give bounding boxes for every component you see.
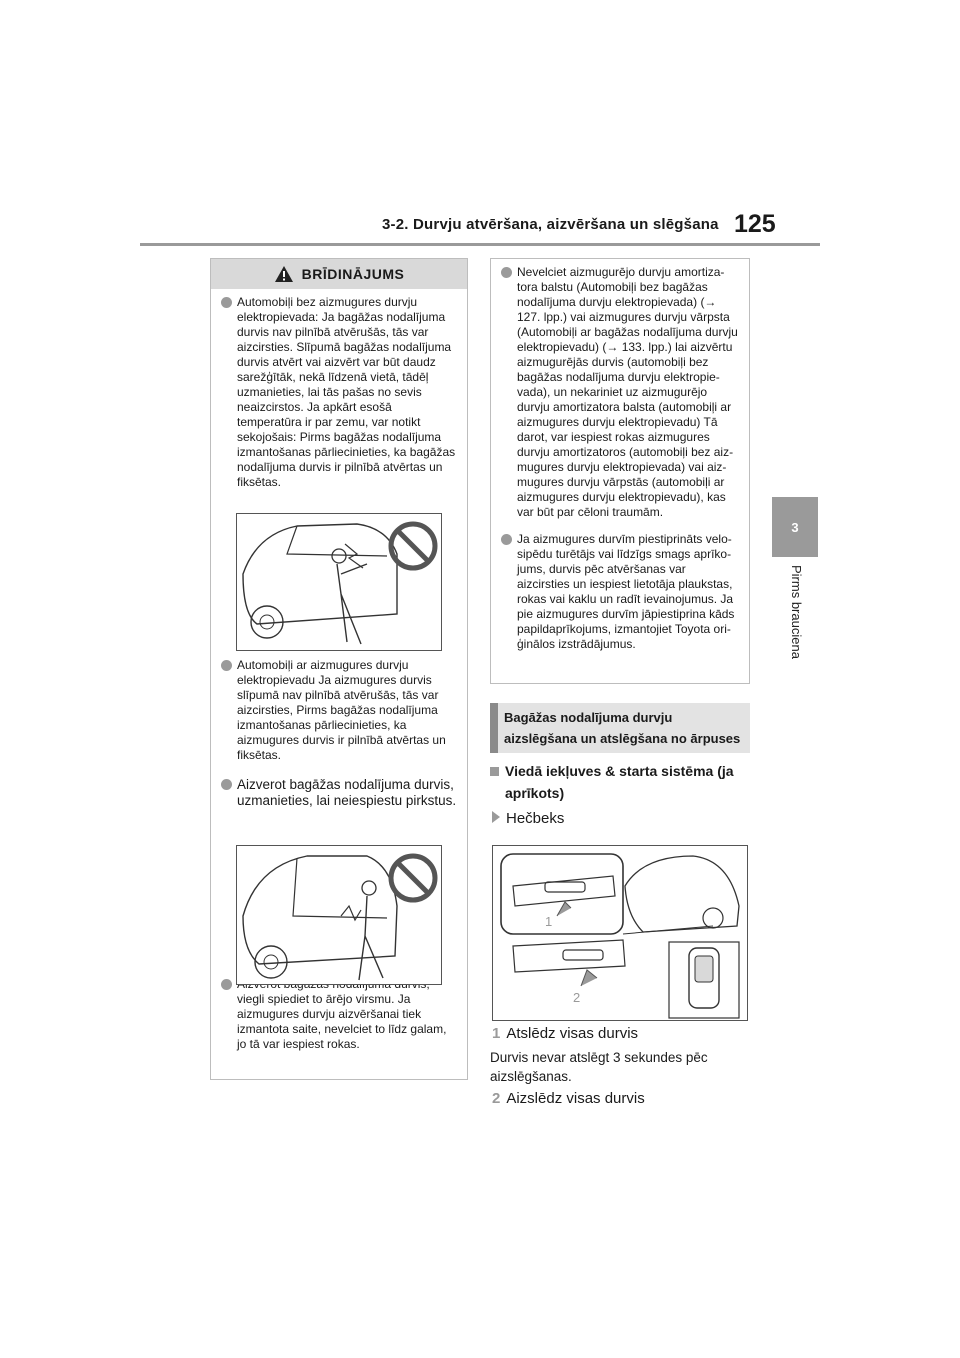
square-bullet-icon (490, 767, 499, 776)
info-paragraph (499, 532, 741, 652)
bullet-icon (501, 534, 512, 545)
chapter-number: 3 (791, 519, 799, 535)
step-unlock (492, 1025, 638, 1042)
illustration-tailgate-slope (236, 513, 442, 651)
sub-heading-line: Viedā iekļuves & starta sistēma (ja (505, 763, 734, 779)
bullet-icon (221, 660, 232, 671)
step-number: 2 (492, 1090, 501, 1107)
warning-text: Automobiļi ar aizmugures durvju elektropievadu Ja aizmugures durvis slīpumā nav pilnībā atvērušās, tās var aizcirsties, Pirms bagāžas nodalījuma izmantošanas pārliecinieties, ka aizmugures durvis ir pilnībā atvērtas un fiksētas. (237, 658, 446, 762)
bullet-icon (221, 979, 232, 990)
heading-line: aizslēgšana un atslēgšana no ārpuses (504, 731, 741, 746)
warning-title: BRĪDINĀJUMS (301, 266, 405, 282)
page-number: 125 (734, 210, 776, 238)
bullet-icon (221, 779, 232, 790)
illustration-door-handle (492, 845, 748, 1021)
section-heading (490, 703, 750, 753)
info-text: Ja aizmugures durvīm piestiprināts velo-sipēdu turētājs vai līdzīgs smags aprīko-jums, durvis pēc atvēršanas var aizcirsties un iespiest lietotāja plaukstas, rokas vai kaklu un radīt ievainojumus. Ja pie aizmugures durvīm jāpiestiprina kāds papildaprīkojums, izmantojiet Toyota ori-ģinālos izstrādājumus. (517, 532, 735, 651)
warning-paragraph (219, 977, 459, 1052)
heading-line: Bagāžas nodalījuma durvju (504, 710, 673, 725)
header-rule (140, 243, 820, 246)
section-title: 3-2. Durvju atvēršana, aizvēršana un slēgšana (382, 216, 719, 233)
callout-2: 2 (573, 990, 581, 1005)
car-tailgate-drawing (237, 514, 441, 650)
info-paragraph (499, 265, 741, 520)
warning-header (211, 259, 467, 289)
warning-text: Aizverot bagāžas nodalījuma durvis, uzmanieties, lai neiespiestu pirkstus. (237, 777, 457, 808)
warning-paragraph (219, 295, 459, 490)
warning-text: Automobiļi bez aizmugures durvju elektropievada: Ja bagāžas nodalījuma durvis nav pilnībā atvērušās, tās var aizcirsties. Slīpumā bagāžas nodalījuma durvis atvērt vai aizvērt var būt daudz sarežģītāk, nekā līdzenā vietā, tādēļ uzmanieties, lai tās pašas no sevis neaizcirstos. Ja apkārt esošā temperatūra ir par zemu, var notikt sekojošais: Pirms bagāžas nodalījuma izmantošanas pārliecinieties, ka bagāžas nodalījuma durvis ir pilnībā atvērtas un fiksētas. (237, 295, 456, 489)
warning-icon (274, 265, 294, 283)
warning-text: viegli spiediet to ārējo virsmu. Ja aizmugures durvju aizvēršanai tiek izmantota saite, nevelciet to līdz galam, jo tā var iespiest rokas. (237, 992, 447, 1051)
info-box (490, 258, 750, 684)
sub-heading (490, 760, 760, 804)
chapter-label: Pirms brauciena (789, 565, 804, 659)
step-number: 1 (492, 1025, 501, 1042)
warning-paragraph (219, 777, 459, 809)
step-lock (492, 1090, 645, 1107)
step-text: Atslēdz visas durvis (506, 1025, 639, 1042)
bullet-icon (221, 297, 232, 308)
section-heading-text (504, 707, 740, 749)
handle-lock-drawing (493, 846, 747, 1020)
info-text: Nevelciet aizmugurējo durvju amortiza-tora balstu (Automobiļi bez bagāžas nodalījuma durvju elektropievada) (→ 127. lpp.) vai aizmugures durvju vārpsta (Automobiļi ar bagāžas nodalījuma durvju elektropievadu) (→ 133. lpp.) lai aizvērtu aizmugurējās durvis (automobiļi bez bagāžas nodalījuma durvju elektropie-vada), un nekariniet uz aizmugurējo durvju amortizatora balsta (automobiļi ar aizmugures durvju elektropievadu) Tā darot, var iespiest rokas aizmugures durvju amortizatoros (automobiļi bez aiz-mugures durvju elektropievada) vai aiz-mugures durvju vārpstās (automobiļi ar aizmugures durvju elektropievadu), kas var būt par cēloni traumām. (517, 265, 738, 519)
sub-heading-line: aprīkots) (505, 785, 565, 801)
variant-label (492, 810, 564, 827)
car-closing-drawing (237, 846, 441, 984)
chapter-tab (772, 497, 818, 557)
illustration-fingers-caught (236, 845, 442, 985)
step-text: Aizslēdz visas durvis (506, 1090, 645, 1107)
warning-paragraph (219, 658, 459, 763)
heading-bar (490, 703, 498, 753)
bullet-icon (501, 267, 512, 278)
callout-1: 1 (545, 914, 553, 929)
triangle-arrow-icon (492, 811, 500, 823)
variant-text: Hečbeks (506, 810, 565, 827)
step-note: Durvis nevar atslēgt 3 sekundes pēc aizslēgšanas. (490, 1050, 708, 1084)
